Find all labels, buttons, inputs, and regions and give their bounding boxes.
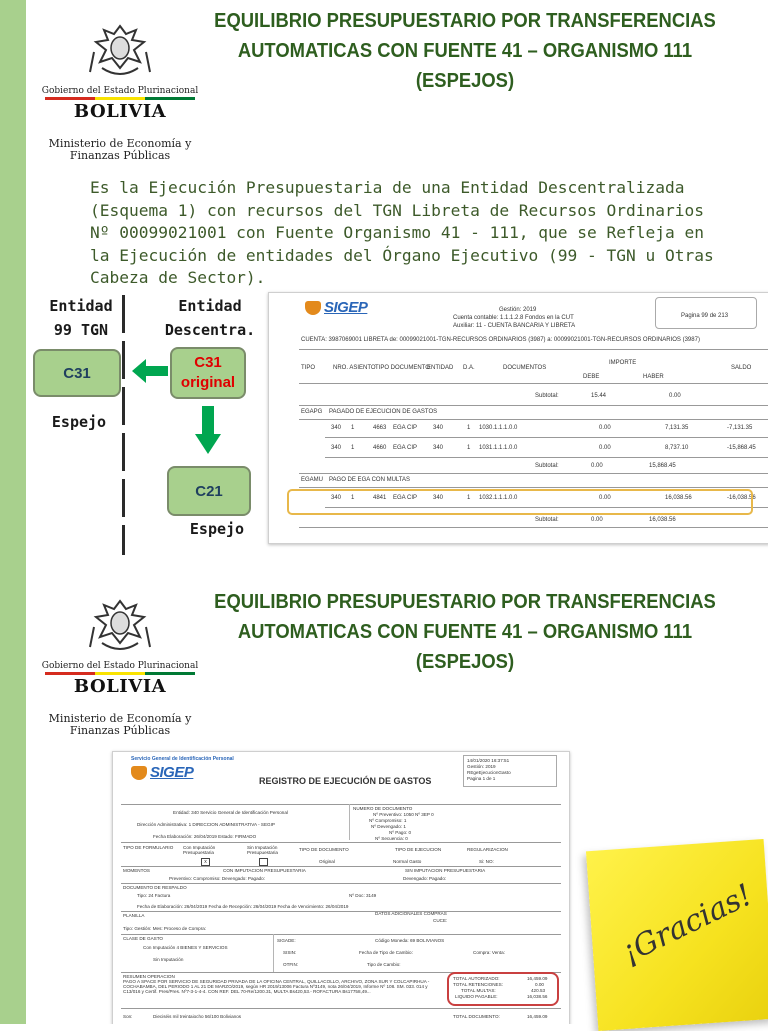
form-sin-imput: Sin Imputación Presupuestaria: [247, 845, 278, 855]
ledger-cell-c: 4663: [373, 425, 387, 431]
form-con-imput: Con Imputación Presupuestaria: [183, 845, 216, 855]
col-saldo: SALDO: [731, 365, 752, 371]
rule-4: [299, 487, 768, 488]
form-clase-gasto: CLASE DE GASTO: [123, 936, 163, 941]
form-total-multas: TOTAL MULTAS:: [461, 988, 496, 993]
form-rule: [121, 804, 561, 805]
sigep-brand: SIGEP: [150, 764, 194, 781]
ledger-cell-a: 340: [331, 425, 342, 431]
ledger-cell-b: 1: [351, 495, 355, 501]
col-tipo-documento: TIPO DOCUMENTO: [375, 365, 430, 371]
slide-title: EQUILIBRIO PRESUPUESTARIO POR TRANSFERENCIAS AUTOMATICAS CON FUENTE 41 – ORGANISMO 111 (ESPEJOS): [214, 10, 716, 92]
form-gestion: Gestión: 2019: [467, 764, 496, 769]
form-tipo-formulario: TIPO DE FORMULARIO: [123, 845, 174, 850]
subtotal-3-label: Subtotal:: [535, 517, 559, 523]
form-total-multas-value: 420.53: [531, 988, 546, 993]
gobierno-label: Gobierno del Estado Plurinacional: [41, 661, 199, 671]
group-1-code: EGAPG: [301, 409, 323, 415]
form-stamp: 14/01/2020 16:37:51: [467, 758, 510, 763]
group-2-desc: PAGO DE EGA CON MULTAS: [329, 477, 411, 483]
col-haber: HABER: [643, 374, 664, 380]
form-tipo-documento: TIPO DE DOCUMENTO: [299, 847, 349, 852]
flag-stripe: [45, 97, 195, 100]
subtotal-2-haber: 15,868.45: [649, 463, 676, 469]
ledger-cell-haber: 8,737.10: [665, 445, 689, 451]
ledger-cell-a: 340: [331, 445, 342, 451]
form-cod-moneda: Código Moneda: 69 BOLIVIANOS: [375, 938, 445, 943]
form-son: Son:: [123, 1014, 133, 1019]
country-label: BOLIVIA: [73, 101, 167, 122]
form-nro-doc-resp: Nº Doc: 3149: [349, 893, 377, 898]
form-otfin: OTFIN:: [283, 962, 299, 967]
c21-box: C21: [167, 466, 251, 516]
ledger-cell-debe: 0.00: [599, 495, 611, 501]
ledger-cell-haber: 16,038.56: [665, 495, 692, 501]
ledger-row-rule: [325, 437, 768, 438]
form-sin-imput-g: Sin Imputación: [153, 957, 184, 962]
form-compromiso: Nº Compromiso: 1: [369, 818, 407, 823]
ledger-row-rule: [325, 457, 768, 458]
col-debe: DEBE: [583, 374, 600, 380]
form-tipo-cambio: Tipo de Cambio:: [367, 962, 401, 967]
bolivia-government-logo: [40, 22, 200, 162]
rule-2: [299, 419, 768, 420]
ledger-gestion: Gestión: 2019: [499, 307, 537, 313]
left-arrow-icon: [130, 356, 170, 386]
ledger-cell-c: 4660: [373, 445, 387, 451]
entidad-descentralizada-label: Entidad Descentra.: [164, 297, 256, 339]
form-preventivo: Nº Preventivo: 1050 Nº 3EP 0: [373, 812, 434, 817]
ledger-cell-a: 340: [331, 495, 342, 501]
form-total-retenciones-value: 0.00: [535, 982, 544, 987]
form-tipo-factura: Tipo: 24 Factura: [137, 893, 171, 898]
form-pagina: Pagina 1 de 1: [467, 776, 496, 781]
ledger-cell-da: 1: [467, 495, 471, 501]
intro-paragraph: Es la Ejecución Presupuestaria de una Entidad Descentralizada (Esquema 1) con recursos del TGN Libreta de Recursos Ordinarios Nº 00099021001 con Fuente Organismo 41 - 111, que se Refleja en la Ejecución de entidades del Órgano Ejecutivo (99 - TGN u Otras Cabeza de Sector).: [90, 178, 714, 287]
form-total-retenciones: TOTAL RETENCIONES:: [453, 982, 503, 987]
ledger-cuenta-contable: Cuenta contable: 1.1.1.2.8 Fondos en la CUT: [453, 315, 574, 321]
form-checkbox-con[interactable]: x: [201, 858, 210, 866]
ledger-cell-saldo: -16,038.56: [727, 495, 756, 501]
rule-5: [299, 527, 768, 528]
totals-highlight: [447, 972, 559, 1006]
ledger-cell-doc: EGA CIP: [393, 495, 418, 501]
ledger-cell-doc: EGA CIP: [393, 445, 418, 451]
form-total-doc: TOTAL DOCUMENTO:: [453, 1014, 500, 1019]
form-cuce: CUCE:: [433, 918, 448, 923]
form-resumen-text: PAGO A SPACE POR SERVICIO DE SEGURIDAD PRIVADA DE LA OFICINA CENTRAL, QUILLACOLLO, ARCHIVO, ZONA SUR Y COLCAPIRHUA - COCHABAMBA, DEL PERIODO 1 AL 21 DE MARZO/2019, según HR 2019/13006 Factura Nº3149, nota 26/04/2019, Informe Nº 108. SM. 033. 014 y C13/016 y Certif. Pres/Pres. Nº7-3-1-4-4. CON REF. DEL 70-Re/1200.31, MULTA Bs420,53.- ROFACTURA Bs17758,49...: [123, 979, 430, 995]
form-doc-respaldo: DOCUMENTO DE RESPALDO: [123, 885, 187, 890]
form-planilla: PLANILLA: [123, 913, 145, 918]
ledger-cell-ent: 340: [433, 425, 444, 431]
espejo-label-1: Espejo: [51, 413, 107, 431]
subtotal-1-label: Subtotal:: [535, 393, 559, 399]
form-total-autorizado-value: 16,459.09: [527, 976, 548, 981]
form-heading: REGISTRO DE EJECUCIÓN DE GASTOS: [259, 776, 432, 786]
ledger-cell-cuenta: 1032.1.1.1.0.0: [479, 495, 518, 501]
form-nro-doc: NUMERO DE DOCUMENTO: [353, 806, 413, 811]
form-con-imput-pres: CON IMPUTACION PRESUPUESTARIA: [223, 868, 306, 873]
bolivia-government-logo: [40, 597, 200, 737]
ledger-cell-b: 1: [351, 425, 355, 431]
form-momentos: MOMENTOS: [123, 868, 150, 873]
subtotal-2-label: Subtotal:: [535, 463, 559, 469]
form-original: Original: [319, 859, 335, 864]
form-entidad: Entidad: 340 Servicio General de Identificación Personal: [173, 810, 288, 815]
espejo-label-2: Espejo: [189, 520, 245, 538]
ledger-cell-ent: 340: [433, 445, 444, 451]
ledger-rule: [299, 349, 768, 350]
ledger-cell-da: 1: [467, 425, 471, 431]
form-rule: [121, 934, 561, 935]
form-regularizacion: REGULARIZACION: [467, 847, 508, 852]
form-sigade: SIGADE:: [277, 938, 296, 943]
subtotal-1-debe: 15.44: [591, 393, 607, 399]
slide-accent-bar: [0, 575, 26, 1024]
form-rule: [121, 842, 561, 843]
rule-3: [299, 473, 768, 474]
coat-of-arms-icon: [88, 22, 152, 84]
ledger-cell-saldo: -15,868.45: [727, 445, 756, 451]
form-fechas: Fecha de Elaboración: 26/04/2019 Fecha de Recepción: 26/04/2019 Fecha de Vencimiento: 26/04/2019: [137, 904, 349, 909]
form-liquido: LIQUIDO PAGABLE:: [455, 994, 498, 999]
form-liquido-value: 16,038.56: [527, 994, 548, 999]
ledger-report: [268, 292, 768, 544]
ledger-cell-haber: 7,131.35: [665, 425, 689, 431]
form-momentos-row2: Devengado: Pagado:: [403, 876, 447, 881]
form-total-autorizado: TOTAL AUTORIZADO:: [453, 976, 500, 981]
col-nro-asiento: NRO. ASIENTO: [333, 365, 376, 371]
sigep-icon: [131, 766, 147, 780]
subtotal-3-debe: 0.00: [591, 517, 603, 523]
form-org: Servicio General de Identificación Personal: [131, 756, 234, 762]
form-devengado: Nº Devengado: 1: [371, 824, 406, 829]
col-entidad: ENTIDAD: [427, 365, 454, 371]
form-resumen: RESUMEN OPERACION: [123, 974, 175, 979]
form-momentos-row: Preventivo: Compromiso: Devengado: Pagado:: [169, 876, 266, 881]
form-rule: [121, 1008, 561, 1009]
header-rule: [299, 383, 768, 384]
country-label: BOLIVIA: [73, 676, 167, 697]
slide-title: EQUILIBRIO PRESUPUESTARIO POR TRANSFERENCIAS AUTOMATICAS CON FUENTE 41 – ORGANISMO 111 (ESPEJOS): [214, 591, 716, 673]
form-rule: [121, 911, 561, 912]
slide-accent-bar: [0, 0, 26, 575]
form-vdiv: [349, 804, 350, 840]
form-compra-venta: Compra: Venta:: [473, 950, 505, 955]
form-pago: Nº Pago: 0: [389, 830, 412, 835]
ledger-auxiliar: Auxiliar: 11 - CUENTA BANCARIA Y LIBRETA: [453, 323, 576, 329]
ledger-cell-doc: EGA CIP: [393, 425, 418, 431]
form-secuencia: Nº Secuencia: 0: [375, 836, 408, 841]
ledger-cell-debe: 0.00: [599, 425, 611, 431]
form-fecha-elab: Fecha Elaboración: 26/04/2019 Estado: FIRMADO: [153, 834, 257, 839]
form-planilla-row: Tipo: Gestión: Mes: Proceso de Compra:: [123, 926, 207, 931]
form-son-text: Dieciséis mil treintaiocho 56/100 Bolivianos: [153, 1014, 242, 1019]
sigep-brand: SIGEP: [324, 299, 368, 316]
coat-of-arms-icon: [88, 597, 152, 659]
form-sin-imput-pres: SIN IMPUTACION PRESUPUESTARIA: [405, 868, 486, 873]
highlight-row: [287, 489, 753, 515]
col-tipo: TIPO: [301, 365, 316, 371]
ledger-cell-da: 1: [467, 445, 471, 451]
entidad-tgn-label: Entidad 99 TGN: [49, 297, 113, 339]
ledger-cell-saldo: -7,131.35: [727, 425, 753, 431]
form-report: REgeEjecucionGasto: [467, 770, 511, 775]
form-normal: Normal Gasto: [393, 859, 422, 864]
ledger-cuenta-line: CUENTA: 3987069001 LIBRETA de: 00099021001-TGN-RECURSOS ORDINARIOS (3987) a: 00099021001-TGN-RECURSOS ORDINARIOS (3987): [301, 337, 700, 343]
form-bienes: Con Imputación 4 BIENES Y SERVICIOS: [143, 945, 228, 950]
ledger-cell-cuenta: 1030.1.1.1.0.0: [479, 425, 518, 431]
form-datos-compras: DATOS ADICIONALES COMPRAS: [375, 911, 447, 916]
col-documentos: DOCUMENTOS: [503, 365, 547, 371]
ledger-cell-ent: 340: [433, 495, 444, 501]
sigep-logo: [305, 299, 367, 316]
expense-form: [112, 751, 570, 1024]
c31-original-box: C31 original: [170, 347, 246, 399]
rule-1: [299, 405, 768, 406]
form-sisin: SISIN:: [283, 950, 297, 955]
col-da: D.A.: [463, 365, 475, 371]
sigep-icon: [305, 301, 321, 315]
ledger-cell-cuenta: 1031.1.1.1.0.0: [479, 445, 518, 451]
ledger-cell-debe: 0.00: [599, 445, 611, 451]
subtotal-3-haber: 16,038.56: [649, 517, 676, 523]
c31-box: C31: [33, 349, 121, 397]
subtotal-2-debe: 0.00: [591, 463, 603, 469]
ministerio-label: Ministerio de Economía y Finanzas Públicas: [48, 137, 192, 162]
group-1-desc: PAGADO DE EJECUCION DE GASTOS: [329, 409, 438, 415]
down-arrow-icon: [193, 404, 223, 456]
form-rule: [121, 866, 561, 867]
form-total-doc-value: 16,459.09: [527, 1014, 548, 1019]
col-importe: IMPORTE: [609, 360, 637, 366]
ledger-pagina: Pagina 99 de 213: [681, 313, 729, 319]
form-vdiv: [273, 934, 274, 972]
ledger-cell-c: 4841: [373, 495, 387, 501]
group-2-code: EGAMU: [301, 477, 324, 483]
flag-stripe: [45, 672, 195, 675]
thanks-text: ¡Gracias!: [616, 877, 758, 971]
form-si-no: Si: NO:: [479, 859, 494, 864]
ledger-cell-b: 1: [351, 445, 355, 451]
form-rule: [121, 883, 561, 884]
gobierno-label: Gobierno del Estado Plurinacional: [41, 86, 199, 96]
thanks-sticky-note: [586, 839, 768, 1031]
form-direccion: Dirección Administrativa: 1 DIRECCION ADMINISTRATIVA - SEGIP: [137, 822, 275, 827]
subtotal-1-haber: 0.00: [669, 393, 681, 399]
divider-line: [122, 295, 125, 555]
ministerio-label: Ministerio de Economía y Finanzas Públicas: [48, 712, 192, 737]
sigep-logo: [131, 764, 193, 781]
form-checkbox-sin[interactable]: [259, 858, 268, 866]
form-fecha-cambio: Fecha de Tipo de Cambio:: [359, 950, 413, 955]
form-tipo-ejecucion: TIPO DE EJECUCION: [395, 847, 442, 852]
